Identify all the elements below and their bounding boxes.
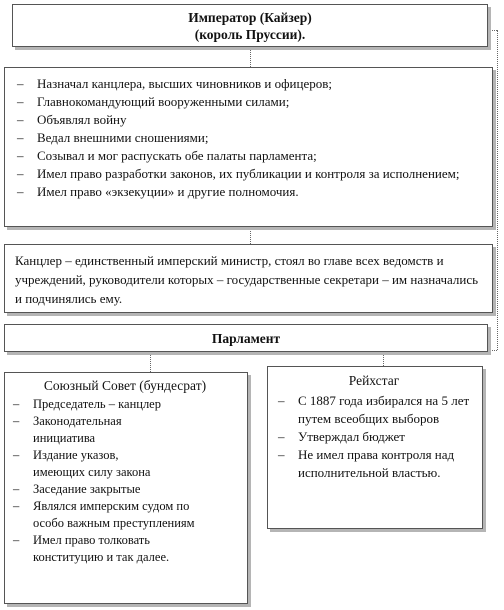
- chancellor-text: Канцлер – единственный имперский министр, стоял во главе всех ведомств и учреждений, руководители которых – государственные секретари – им назначались и подчинялись ему.: [15, 253, 479, 306]
- connector-parliament-bundesrat: [150, 352, 151, 372]
- bundesrat-list: [11, 396, 239, 566]
- reichstag-box: [267, 366, 483, 529]
- connector-right-top: [488, 30, 497, 31]
- parliament-box: [4, 324, 488, 352]
- emperor-title: Император (Кайзер): [188, 10, 312, 25]
- connector-right-bottom: [488, 350, 497, 351]
- list-item: – Имел право толковать конституцию и так далее.: [11, 532, 239, 566]
- list-item: – Являлся имперским судом по особо важным преступлениям: [11, 498, 239, 532]
- list-item: – Имел право разработки законов, их публикации и контроля за исполнением;: [15, 165, 478, 183]
- list-item: – Заседание закрытые: [11, 481, 239, 498]
- list-item: – Законодательная инициатива: [11, 413, 239, 447]
- list-item: – Председатель – канцлер: [11, 396, 239, 413]
- list-item: – Ведал внешними сношениями;: [15, 129, 478, 147]
- emperor-box: [12, 4, 488, 47]
- list-item: – С 1887 года избирался на 5 лет путем всеобщих выборов: [276, 392, 472, 428]
- list-item: – Объявлял войну: [15, 111, 478, 129]
- connector-emperor-powers: [250, 47, 251, 67]
- list-item: – Утверждал бюджет: [276, 428, 472, 446]
- list-item: – Издание указов, имеющих силу закона: [11, 447, 239, 481]
- powers-list: [15, 75, 478, 201]
- emperor-powers-box: [4, 67, 493, 227]
- reichstag-title: Рейхстаг: [348, 373, 400, 388]
- list-item: – Главнокомандующий вооруженными силами;: [15, 93, 478, 111]
- chancellor-box: [4, 244, 493, 313]
- reichstag-list: [276, 392, 472, 482]
- list-item: – Назначал канцлера, высших чиновников и офицеров;: [15, 75, 478, 93]
- list-item: – Не имел права контроля над исполнительной властью.: [276, 446, 472, 482]
- connector-parliament-reichstag: [383, 352, 384, 366]
- parliament-title: Парламент: [211, 331, 281, 346]
- emperor-subtitle: (король Пруссии).: [194, 27, 306, 42]
- list-item: – Имел право «экзекуции» и другие полномочия.: [15, 183, 478, 201]
- bundesrat-title: Союзный Совет (бундесрат): [43, 378, 207, 393]
- bundesrat-box: [4, 372, 248, 604]
- connector-powers-chancellor: [250, 227, 251, 244]
- list-item: – Созывал и мог распускать обе палаты парламента;: [15, 147, 478, 165]
- connector-right-vertical: [497, 30, 498, 350]
